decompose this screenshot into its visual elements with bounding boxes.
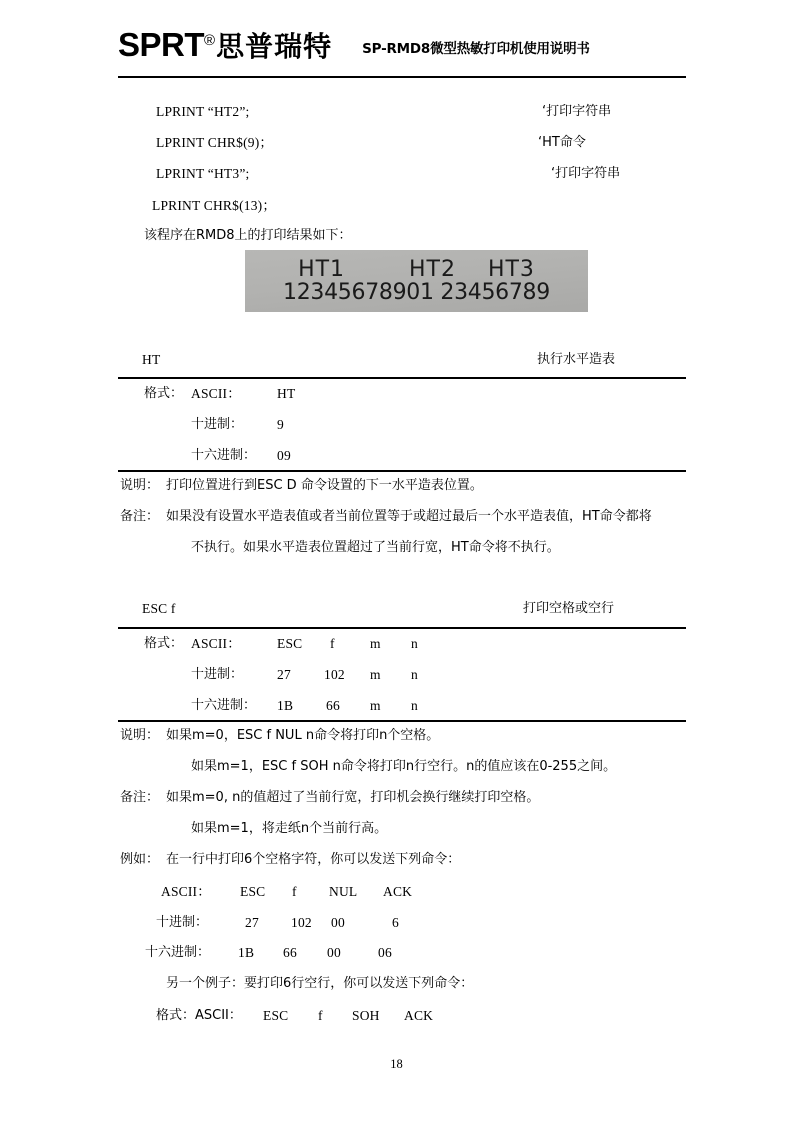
- escf-command-name: ESC f: [142, 601, 176, 616]
- ht-row-label-decimal: 十进制：: [191, 417, 244, 432]
- escf-row-label-decimal: 十进制：: [191, 667, 244, 682]
- escf-example-ascii-v1: f: [292, 884, 297, 899]
- escf-example-hex-v2: 00: [327, 945, 341, 960]
- escf-note-line-2: 如果m=1，ESC f SOH n命令将打印n行空行。n的值应该在0-255之间。: [191, 759, 617, 774]
- escf-example2-v3: ACK: [404, 1008, 434, 1023]
- escf-example-row-label-hex: 十六进制：: [145, 945, 211, 960]
- escf-row-ascii-v0: ESC: [277, 636, 303, 651]
- escf-row-decimal-v2: m: [370, 667, 381, 682]
- code-comment-1: ‘打印字符串: [542, 104, 612, 119]
- printed-sample-image: [245, 250, 588, 312]
- ht-format-label: 格式：: [144, 386, 184, 401]
- printed-sample-line-1: HT1 HT2 HT3: [298, 256, 535, 282]
- escf-remark-label: 备注：: [120, 790, 160, 805]
- escf-example-hex-v1: 66: [283, 945, 297, 960]
- escf-row-hex-v0: 1B: [277, 698, 294, 713]
- ht-note-label: 说明：: [120, 478, 160, 493]
- escf-row-label-ascii: ASCII：: [191, 636, 241, 651]
- escf-row-label-hex: 十六进制：: [191, 698, 257, 713]
- escf-row-ascii-v2: m: [370, 636, 381, 651]
- header-divider: [118, 76, 686, 78]
- ht-remark-line-2: 不执行。如果水平造表位置超过了当前行宽，HT命令将不执行。: [191, 540, 560, 555]
- ht-remark-label: 备注：: [120, 509, 160, 524]
- ht-table-bottom-rule: [118, 470, 686, 472]
- page-number: 18: [390, 1057, 403, 1071]
- code-line-2: LPRINT CHR$(9)；: [156, 135, 274, 150]
- escf-example2-intro: 另一个例子：要打印6行空行，你可以发送下列命令：: [166, 976, 474, 991]
- escf-example-row-label-ascii: ASCII：: [161, 884, 211, 899]
- escf-row-hex-v2: m: [370, 698, 381, 713]
- ht-note-text: 打印位置进行到ESC D 命令设置的下一水平造表位置。: [166, 478, 483, 493]
- ht-row-label-ascii: ASCII：: [191, 386, 241, 401]
- printed-sample-line-2: 12345678901 23456789: [283, 280, 550, 305]
- code-comment-2: ‘HT命令: [538, 135, 586, 150]
- print-result-intro: 该程序在RMD8上的打印结果如下：: [144, 228, 352, 243]
- brand-latin-text: SPRT: [118, 26, 205, 63]
- escf-example2-v0: ESC: [263, 1008, 289, 1023]
- escf-example-ascii-v3: ACK: [383, 884, 413, 899]
- code-line-1: LPRINT “HT2”;: [156, 104, 250, 119]
- escf-example-ascii-v2: NUL: [329, 884, 358, 899]
- code-comment-3: ‘打印字符串: [551, 166, 621, 181]
- escf-example-decimal-v2: 00: [331, 915, 345, 930]
- escf-row-ascii-v3: n: [411, 636, 418, 651]
- escf-example-label: 例如：: [120, 852, 160, 867]
- ht-row-value-ascii: HT: [277, 386, 296, 401]
- brand-chinese-text: 思普瑞特: [216, 30, 333, 63]
- escf-example2-format-label: 格式：ASCII：: [156, 1008, 242, 1023]
- escf-example-ascii-v0: ESC: [240, 884, 266, 899]
- page-header: [118, 28, 686, 76]
- escf-note-line-1: 如果m=0，ESC f NUL n命令将打印n个空格。: [166, 728, 440, 743]
- escf-example-hex-v0: 1B: [238, 945, 255, 960]
- code-line-3: LPRINT “HT3”;: [156, 166, 250, 181]
- ht-remark-line-1: 如果没有设置水平造表值或者当前位置等于或超过最后一个水平造表值，HT命令都将: [166, 509, 652, 524]
- ht-row-value-decimal: 9: [277, 417, 284, 432]
- manual-title: SP-RMD8微型热敏打印机使用说明书: [362, 41, 590, 57]
- escf-example-decimal-v0: 27: [245, 915, 259, 930]
- escf-command-function: 打印空格或空行: [523, 601, 615, 616]
- ht-row-label-hex: 十六进制：: [191, 448, 257, 463]
- escf-table-bottom-rule: [118, 720, 686, 722]
- escf-row-ascii-v1: f: [330, 636, 335, 651]
- escf-example2-v1: f: [318, 1008, 323, 1023]
- escf-example-decimal-v1: 102: [291, 915, 312, 930]
- escf-note-label: 说明：: [120, 728, 160, 743]
- escf-row-decimal-v1: 102: [324, 667, 345, 682]
- ht-table-top-rule: [118, 377, 686, 379]
- code-line-4: LPRINT CHR$(13)；: [152, 198, 277, 213]
- escf-remark-line-2: 如果m=1，将走纸n个当前行高。: [191, 821, 388, 836]
- escf-row-decimal-v0: 27: [277, 667, 291, 682]
- escf-row-hex-v3: n: [411, 698, 418, 713]
- escf-example-intro: 在一行中打印6个空格字符，你可以发送下列命令：: [166, 852, 461, 867]
- escf-example-hex-v3: 06: [378, 945, 392, 960]
- ht-command-name: HT: [142, 352, 161, 367]
- escf-table-top-rule: [118, 627, 686, 629]
- escf-example2-v2: SOH: [352, 1008, 380, 1023]
- brand-row: [118, 28, 686, 61]
- escf-example-decimal-v3: 6: [392, 915, 399, 930]
- ht-row-value-hex: 09: [277, 448, 291, 463]
- ht-command-function: 执行水平造表: [537, 352, 616, 367]
- escf-row-decimal-v3: n: [411, 667, 418, 682]
- escf-remark-line-1: 如果m=0, n的值超过了当前行宽，打印机会换行继续打印空格。: [166, 790, 540, 805]
- escf-example-row-label-decimal: 十进制：: [156, 915, 209, 930]
- registered-trademark-icon: ®: [204, 32, 216, 49]
- escf-row-hex-v1: 66: [326, 698, 340, 713]
- escf-format-label: 格式：: [144, 636, 184, 651]
